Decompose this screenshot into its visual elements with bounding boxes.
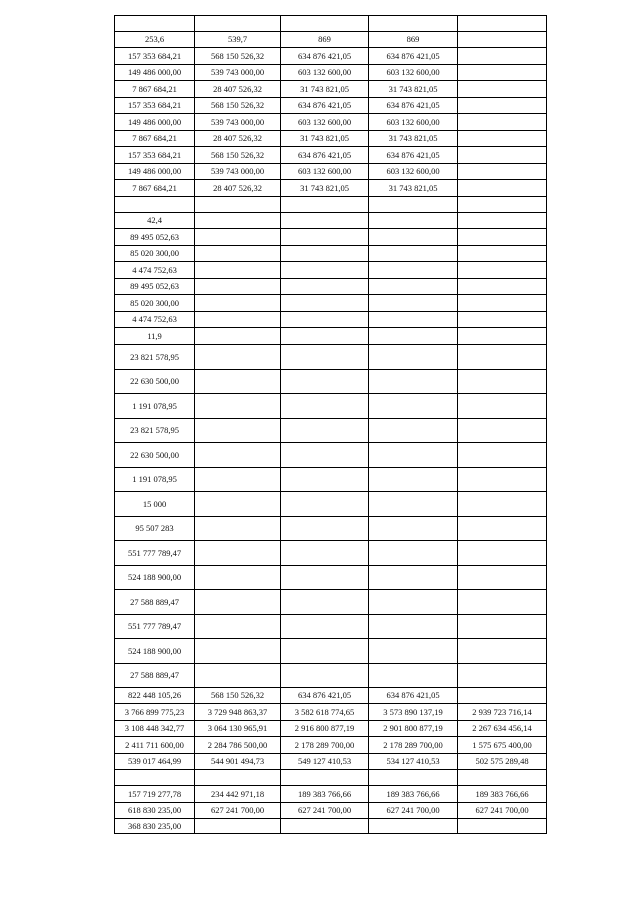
table-cell xyxy=(458,370,547,394)
table-cell xyxy=(369,328,458,345)
table-cell xyxy=(281,16,369,32)
table-row xyxy=(115,81,547,98)
table-cell xyxy=(195,394,281,419)
table-cell: 4 474 752,63 xyxy=(115,312,195,328)
table-row xyxy=(115,262,547,279)
table-row xyxy=(115,566,547,590)
table-cell: 568 150 526,32 xyxy=(195,48,281,65)
table-cell xyxy=(369,615,458,639)
table-row xyxy=(115,164,547,180)
table-cell xyxy=(458,197,547,213)
table-row xyxy=(115,328,547,345)
table-row xyxy=(115,65,547,81)
table-row xyxy=(115,394,547,419)
table-cell xyxy=(115,197,195,213)
table-row xyxy=(115,48,547,65)
table-cell: 28 407 526,32 xyxy=(195,81,281,98)
table-cell: 22 630 500,00 xyxy=(115,370,195,394)
table-cell: 189 383 766,66 xyxy=(458,786,547,803)
table-cell xyxy=(369,443,458,468)
table-cell: 822 448 105,26 xyxy=(115,688,195,704)
table-row xyxy=(115,721,547,737)
table-cell xyxy=(195,770,281,786)
table-cell: 869 xyxy=(281,32,369,48)
table-cell xyxy=(281,443,369,468)
table-cell xyxy=(458,246,547,262)
table-row xyxy=(115,754,547,770)
table-cell xyxy=(458,394,547,419)
table-row xyxy=(115,370,547,394)
table-row xyxy=(115,468,547,492)
table-cell xyxy=(195,246,281,262)
table-cell: 634 876 421,05 xyxy=(369,98,458,114)
table-cell xyxy=(458,615,547,639)
table-row xyxy=(115,246,547,262)
table-cell xyxy=(458,16,547,32)
table-cell: 603 132 600,00 xyxy=(369,114,458,131)
table-row xyxy=(115,803,547,819)
table-cell: 28 407 526,32 xyxy=(195,131,281,147)
table-cell: 534 127 410,53 xyxy=(369,754,458,770)
table-cell: 149 486 000,00 xyxy=(115,164,195,180)
table-cell xyxy=(195,279,281,295)
table-cell: 157 353 684,21 xyxy=(115,48,195,65)
table-cell: 28 407 526,32 xyxy=(195,180,281,197)
table-cell xyxy=(369,246,458,262)
table-cell: 7 867 684,21 xyxy=(115,180,195,197)
table-body xyxy=(115,16,547,834)
table-cell xyxy=(195,566,281,590)
table-cell xyxy=(369,419,458,443)
table-cell xyxy=(458,328,547,345)
table-cell xyxy=(195,197,281,213)
table-cell: 603 132 600,00 xyxy=(281,65,369,81)
table-cell xyxy=(369,664,458,688)
table-cell: 189 383 766,66 xyxy=(369,786,458,803)
table-cell xyxy=(281,615,369,639)
table-cell: 15 000 xyxy=(115,492,195,517)
table-cell xyxy=(281,819,369,834)
table-cell xyxy=(458,819,547,834)
table-cell xyxy=(458,541,547,566)
table-row xyxy=(115,541,547,566)
table-cell: 234 442 971,18 xyxy=(195,786,281,803)
table-cell: 42,4 xyxy=(115,213,195,229)
table-cell: 627 241 700,00 xyxy=(458,803,547,819)
table-cell xyxy=(195,590,281,615)
table-cell xyxy=(195,229,281,246)
table-cell: 524 188 900,00 xyxy=(115,566,195,590)
table-cell xyxy=(458,279,547,295)
table-row xyxy=(115,517,547,541)
table-cell: 27 588 889,47 xyxy=(115,590,195,615)
table-cell xyxy=(369,468,458,492)
table-cell: 634 876 421,05 xyxy=(281,147,369,164)
table-cell xyxy=(369,279,458,295)
table-cell: 189 383 766,66 xyxy=(281,786,369,803)
table-cell xyxy=(458,517,547,541)
table-cell xyxy=(281,246,369,262)
table-cell xyxy=(458,81,547,98)
table-cell: 253,6 xyxy=(115,32,195,48)
table-cell: 1 575 675 400,00 xyxy=(458,737,547,754)
table-cell: 2 178 289 700,00 xyxy=(281,737,369,754)
table-cell xyxy=(458,262,547,279)
table-row xyxy=(115,16,547,32)
table-cell xyxy=(369,16,458,32)
table-cell xyxy=(281,262,369,279)
table-row xyxy=(115,786,547,803)
table-cell xyxy=(281,229,369,246)
table-cell xyxy=(195,468,281,492)
table-cell: 869 xyxy=(369,32,458,48)
table-cell xyxy=(369,492,458,517)
table-cell: 603 132 600,00 xyxy=(281,164,369,180)
table-cell xyxy=(195,295,281,312)
table-cell xyxy=(281,197,369,213)
table-cell: 157 719 277,78 xyxy=(115,786,195,803)
table-cell: 3 108 448 342,77 xyxy=(115,721,195,737)
table-cell xyxy=(458,443,547,468)
table-cell xyxy=(458,492,547,517)
table-row xyxy=(115,770,547,786)
table-cell xyxy=(281,664,369,688)
table-cell: 551 777 789,47 xyxy=(115,541,195,566)
table-row xyxy=(115,704,547,721)
table-cell xyxy=(195,639,281,664)
table-cell xyxy=(195,443,281,468)
table-cell xyxy=(281,419,369,443)
table-cell: 23 821 578,95 xyxy=(115,419,195,443)
table-cell xyxy=(281,468,369,492)
table-cell: 603 132 600,00 xyxy=(281,114,369,131)
table-cell: 368 830 235,00 xyxy=(115,819,195,834)
table-cell: 89 495 052,63 xyxy=(115,229,195,246)
table-cell: 157 353 684,21 xyxy=(115,147,195,164)
table-cell: 539 743 000,00 xyxy=(195,164,281,180)
table-cell xyxy=(458,180,547,197)
table-cell: 85 020 300,00 xyxy=(115,246,195,262)
table-cell xyxy=(195,664,281,688)
table-cell: 2 284 786 500,00 xyxy=(195,737,281,754)
table-cell: 634 876 421,05 xyxy=(281,48,369,65)
table-row xyxy=(115,419,547,443)
table-cell xyxy=(458,566,547,590)
table-cell: 2 916 800 877,19 xyxy=(281,721,369,737)
table-cell: 634 876 421,05 xyxy=(369,48,458,65)
table-row xyxy=(115,615,547,639)
table-cell xyxy=(281,312,369,328)
table-cell: 7 867 684,21 xyxy=(115,81,195,98)
table-cell xyxy=(281,639,369,664)
table-cell: 3 582 618 774,65 xyxy=(281,704,369,721)
table-cell xyxy=(115,16,195,32)
table-cell xyxy=(369,229,458,246)
table-cell: 634 876 421,05 xyxy=(281,688,369,704)
table-cell: 85 020 300,00 xyxy=(115,295,195,312)
table-cell: 23 821 578,95 xyxy=(115,345,195,370)
table-cell xyxy=(281,213,369,229)
table-row xyxy=(115,295,547,312)
table-cell xyxy=(458,164,547,180)
table-cell: 2 411 711 600,00 xyxy=(115,737,195,754)
table-cell xyxy=(195,262,281,279)
table-cell: 2 939 723 716,14 xyxy=(458,704,547,721)
table-cell xyxy=(195,419,281,443)
table-cell: 3 573 890 137,19 xyxy=(369,704,458,721)
table-cell xyxy=(458,65,547,81)
table-cell xyxy=(195,819,281,834)
table-cell xyxy=(369,345,458,370)
table-row xyxy=(115,345,547,370)
table-row xyxy=(115,114,547,131)
table-cell: 2 901 800 877,19 xyxy=(369,721,458,737)
table-cell: 539 743 000,00 xyxy=(195,65,281,81)
table-cell xyxy=(458,312,547,328)
table-cell: 95 507 283 xyxy=(115,517,195,541)
table-row xyxy=(115,197,547,213)
table-cell xyxy=(458,770,547,786)
table-cell xyxy=(281,345,369,370)
table-row xyxy=(115,131,547,147)
table-cell xyxy=(195,213,281,229)
table-cell xyxy=(281,370,369,394)
table-row xyxy=(115,279,547,295)
table-cell: 11,9 xyxy=(115,328,195,345)
table-cell xyxy=(458,664,547,688)
table-cell: 2 178 289 700,00 xyxy=(369,737,458,754)
table-cell xyxy=(458,213,547,229)
table-cell xyxy=(458,32,547,48)
table-cell xyxy=(281,492,369,517)
table-row xyxy=(115,492,547,517)
table-cell xyxy=(458,468,547,492)
table-row xyxy=(115,312,547,328)
table-cell: 627 241 700,00 xyxy=(369,803,458,819)
table-cell: 627 241 700,00 xyxy=(195,803,281,819)
table-cell xyxy=(195,541,281,566)
table-cell xyxy=(458,590,547,615)
table-cell: 539,7 xyxy=(195,32,281,48)
table-cell xyxy=(369,213,458,229)
table-cell: 634 876 421,05 xyxy=(369,147,458,164)
table-cell xyxy=(369,566,458,590)
table-cell: 502 575 289,48 xyxy=(458,754,547,770)
table-cell: 603 132 600,00 xyxy=(369,65,458,81)
table-row xyxy=(115,819,547,834)
table-cell xyxy=(369,295,458,312)
table-cell xyxy=(281,770,369,786)
table-cell: 568 150 526,32 xyxy=(195,688,281,704)
table-cell: 157 353 684,21 xyxy=(115,98,195,114)
table-cell xyxy=(281,517,369,541)
table-cell: 3 766 899 775,23 xyxy=(115,704,195,721)
table-row xyxy=(115,688,547,704)
table-cell: 568 150 526,32 xyxy=(195,98,281,114)
table-cell xyxy=(281,394,369,419)
table-cell xyxy=(458,229,547,246)
table-cell: 627 241 700,00 xyxy=(281,803,369,819)
table-cell xyxy=(195,370,281,394)
table-cell: 549 127 410,53 xyxy=(281,754,369,770)
table-cell: 3 064 130 965,91 xyxy=(195,721,281,737)
table-cell xyxy=(369,262,458,279)
table-cell xyxy=(369,370,458,394)
table-row xyxy=(115,443,547,468)
table-cell: 2 267 634 456,14 xyxy=(458,721,547,737)
table-row xyxy=(115,180,547,197)
table-row xyxy=(115,590,547,615)
table-cell xyxy=(369,590,458,615)
table-cell: 31 743 821,05 xyxy=(369,81,458,98)
table-cell xyxy=(369,541,458,566)
table-cell: 149 486 000,00 xyxy=(115,114,195,131)
table-cell xyxy=(195,492,281,517)
table-cell: 568 150 526,32 xyxy=(195,147,281,164)
table-cell: 31 743 821,05 xyxy=(281,131,369,147)
table-cell xyxy=(458,98,547,114)
data-table xyxy=(114,15,547,834)
table-cell xyxy=(369,770,458,786)
table-cell xyxy=(195,615,281,639)
table-row xyxy=(115,229,547,246)
table-cell xyxy=(458,419,547,443)
table-cell xyxy=(369,312,458,328)
table-cell: 31 743 821,05 xyxy=(281,81,369,98)
table-cell xyxy=(195,517,281,541)
table-row xyxy=(115,639,547,664)
table-cell xyxy=(281,541,369,566)
table-cell: 22 630 500,00 xyxy=(115,443,195,468)
table-cell xyxy=(458,688,547,704)
table-cell: 1 191 078,95 xyxy=(115,394,195,419)
table-cell xyxy=(458,295,547,312)
table-cell xyxy=(115,770,195,786)
table-cell: 31 743 821,05 xyxy=(281,180,369,197)
table-cell xyxy=(281,295,369,312)
table-cell xyxy=(369,517,458,541)
table-cell xyxy=(281,279,369,295)
table-cell: 27 588 889,47 xyxy=(115,664,195,688)
table-cell: 149 486 000,00 xyxy=(115,65,195,81)
table-cell xyxy=(281,566,369,590)
table-cell: 544 901 494,73 xyxy=(195,754,281,770)
table-cell: 539 017 464,99 xyxy=(115,754,195,770)
table-row xyxy=(115,98,547,114)
table-cell xyxy=(458,131,547,147)
table-row xyxy=(115,664,547,688)
table-cell xyxy=(458,345,547,370)
table-cell xyxy=(195,328,281,345)
table-cell xyxy=(369,639,458,664)
table-cell: 89 495 052,63 xyxy=(115,279,195,295)
table-cell xyxy=(369,819,458,834)
table-cell: 551 777 789,47 xyxy=(115,615,195,639)
table-cell xyxy=(195,345,281,370)
table-cell: 618 830 235,00 xyxy=(115,803,195,819)
table-cell xyxy=(195,312,281,328)
table-cell: 7 867 684,21 xyxy=(115,131,195,147)
table-cell: 634 876 421,05 xyxy=(369,688,458,704)
table-cell: 4 474 752,63 xyxy=(115,262,195,279)
table-cell xyxy=(458,114,547,131)
table-cell xyxy=(458,639,547,664)
table-cell xyxy=(458,147,547,164)
table-cell: 539 743 000,00 xyxy=(195,114,281,131)
table-cell: 31 743 821,05 xyxy=(369,180,458,197)
table-row xyxy=(115,213,547,229)
table-row xyxy=(115,32,547,48)
table-cell xyxy=(195,16,281,32)
table-cell xyxy=(458,48,547,65)
table-cell: 3 729 948 863,37 xyxy=(195,704,281,721)
table-cell: 31 743 821,05 xyxy=(369,131,458,147)
table-row xyxy=(115,147,547,164)
table-cell: 603 132 600,00 xyxy=(369,164,458,180)
table-cell xyxy=(369,197,458,213)
table-cell: 524 188 900,00 xyxy=(115,639,195,664)
table-cell: 1 191 078,95 xyxy=(115,468,195,492)
table-cell: 634 876 421,05 xyxy=(281,98,369,114)
table-cell xyxy=(281,328,369,345)
table-row xyxy=(115,737,547,754)
table-cell xyxy=(281,590,369,615)
table-cell xyxy=(369,394,458,419)
